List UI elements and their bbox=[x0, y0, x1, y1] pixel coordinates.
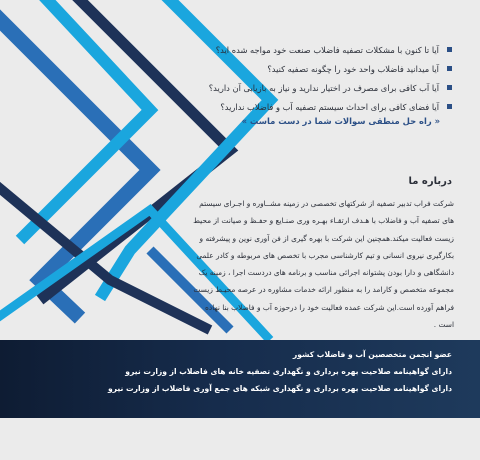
question-item bbox=[152, 97, 452, 116]
credentials-list bbox=[12, 346, 452, 397]
question-text: آیا آب کافی برای مصرف در اختیار ندارید و نیاز به بازیابی آن دارید؟ bbox=[208, 82, 439, 93]
question-item bbox=[152, 40, 452, 59]
bullet-square-icon bbox=[447, 66, 452, 71]
question-text: آیا فضای کافی برای احداث سیستم تصفیه آب و فاضلاب ندارید؟ bbox=[220, 101, 439, 112]
question-item bbox=[152, 78, 452, 97]
about-paragraph: شرکت فراب تدبیر تصفیه از شرکتهای تخصصی در زمینه مشــاوره و اجـرای سیستم های تصفیه آب و فاضلاب با هـدف ارتقـاء بهـره وری صنـایع و حفـظ و صیانت از محیط زیست فعالیت میکند.همچنین این شرکت با بهره گیری از فن آوری نوین و پیشرفته و بکارگیری نیروی انسانی و تیم کارشناسی مجرب با تخصص های مربوطه و کادر علمی دانشگاهی و دارا بودن پشتوانه اجرائی مناسب و برنامه های دردست اجرا ، زمینه یک مجموعه متخصص و کارامد را به منظور ارائه خدمات مشاوره در عرصه محیـط زیست فراهم آورده است.این شرکت عمده فعالیت خود را درحوزه آب و فاضلاب بنا نهاده است . bbox=[193, 199, 454, 330]
question-item bbox=[152, 59, 452, 78]
call-to-action: « راه حل منطقی سوالات شما در دست ماست » bbox=[241, 116, 440, 126]
chevron-stripe-cyan-1 bbox=[10, 0, 150, 240]
credential-line: دارای گواهینامه صلاحیت بهره برداری و نگهداری تصفیه خانه های فاضلاب از وزارت نیرو bbox=[125, 367, 452, 376]
bullet-square-icon bbox=[447, 85, 452, 90]
question-list bbox=[152, 40, 452, 116]
bottom-margin bbox=[0, 418, 480, 460]
bullet-square-icon bbox=[447, 104, 452, 109]
question-text: آیا میدانید فاضلاب واحد خود را چگونه تصفیه کنید؟ bbox=[267, 63, 439, 74]
credentials-banner bbox=[0, 340, 480, 418]
bullet-square-icon bbox=[447, 47, 452, 52]
credential-line: دارای گواهینامه صلاحیت بهره برداری و نگهداری شبکه های جمع آوری فاضلاب از وزارت نیرو bbox=[107, 384, 452, 393]
credential-line: عضو انجمن متخصصین آب و فاضلاب کشور bbox=[292, 350, 452, 359]
about-heading: درباره ما bbox=[408, 176, 452, 187]
question-text: آیا تا کنون با مشکلات تصفیه فاضلاب صنعت خود مواجه شده اید؟ bbox=[215, 44, 439, 55]
